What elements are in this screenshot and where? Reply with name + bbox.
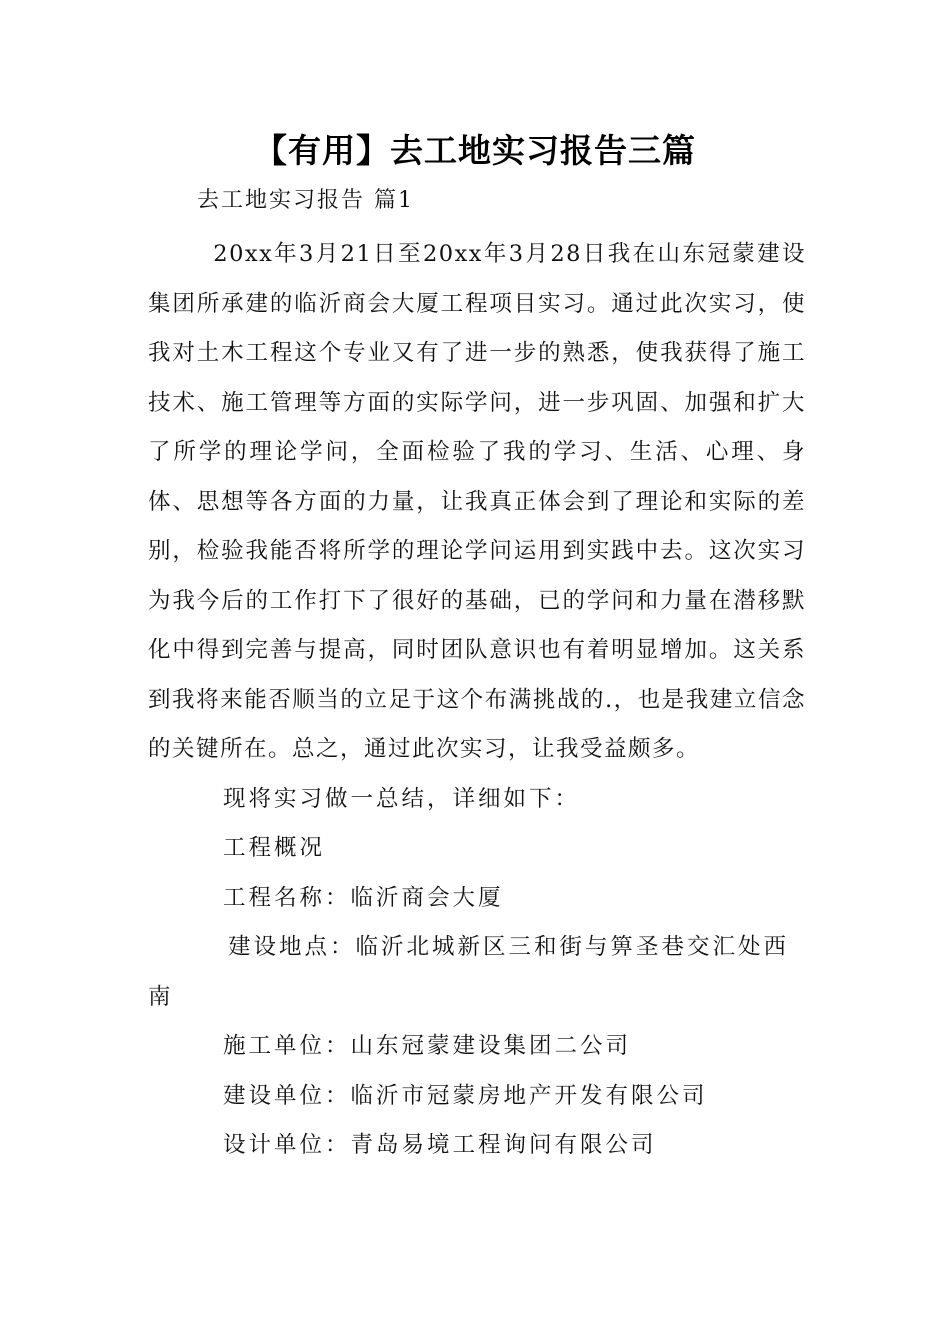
owner-unit-line: 建设单位：临沂市冠蒙房地产开发有限公司	[223, 1082, 708, 1109]
intro-paragraph: 20xx年3月21日至20xx年3月28日我在山东冠蒙建设集团所承建的临沂商会大厦工程项目实习。通过此次实习，使我对土木工程这个专业又有了进一步的熟悉，使我获得了施工技术、施工管理等方面的实际学问，进一步巩固、加强和扩大了所学的理论学问，全面检验了我的学习、生活、心理、身体、思想等各方面的力量，让我真正体会到了理论和实际的差别，检验我能否将所学的理论学问运用到实践中去。这次实习为我今后的工作打下了很好的基础，已的学问和力量在潜移默化中得到完善与提高，同时团队意识也有着明显增加。这关系到我将来能否顺当的立足于这个布满挑战的.，也是我建立信念的关键所在。总之，通过此次实习，让我受益颇多。	[148, 241, 806, 762]
document-title: 【有用】去工地实习报告三篇	[254, 131, 696, 170]
summary-line: 现将实习做一总结，详细如下：	[223, 785, 581, 812]
section-heading: 工程概况	[223, 835, 326, 861]
document-body	[148, 230, 806, 1171]
report-subheading: 去工地实习报告 篇1	[197, 188, 414, 213]
design-unit-line: 设计单位：青岛易境工程询问有限公司	[223, 1132, 657, 1158]
site-location-line: 建设地点：临沂北城新区三和街与箅圣巷交汇处西南	[148, 934, 790, 1010]
construction-unit-line: 施工单位：山东冠蒙建设集团二公司	[223, 1033, 632, 1059]
project-name-line: 工程名称：临沂商会大厦	[223, 884, 504, 911]
